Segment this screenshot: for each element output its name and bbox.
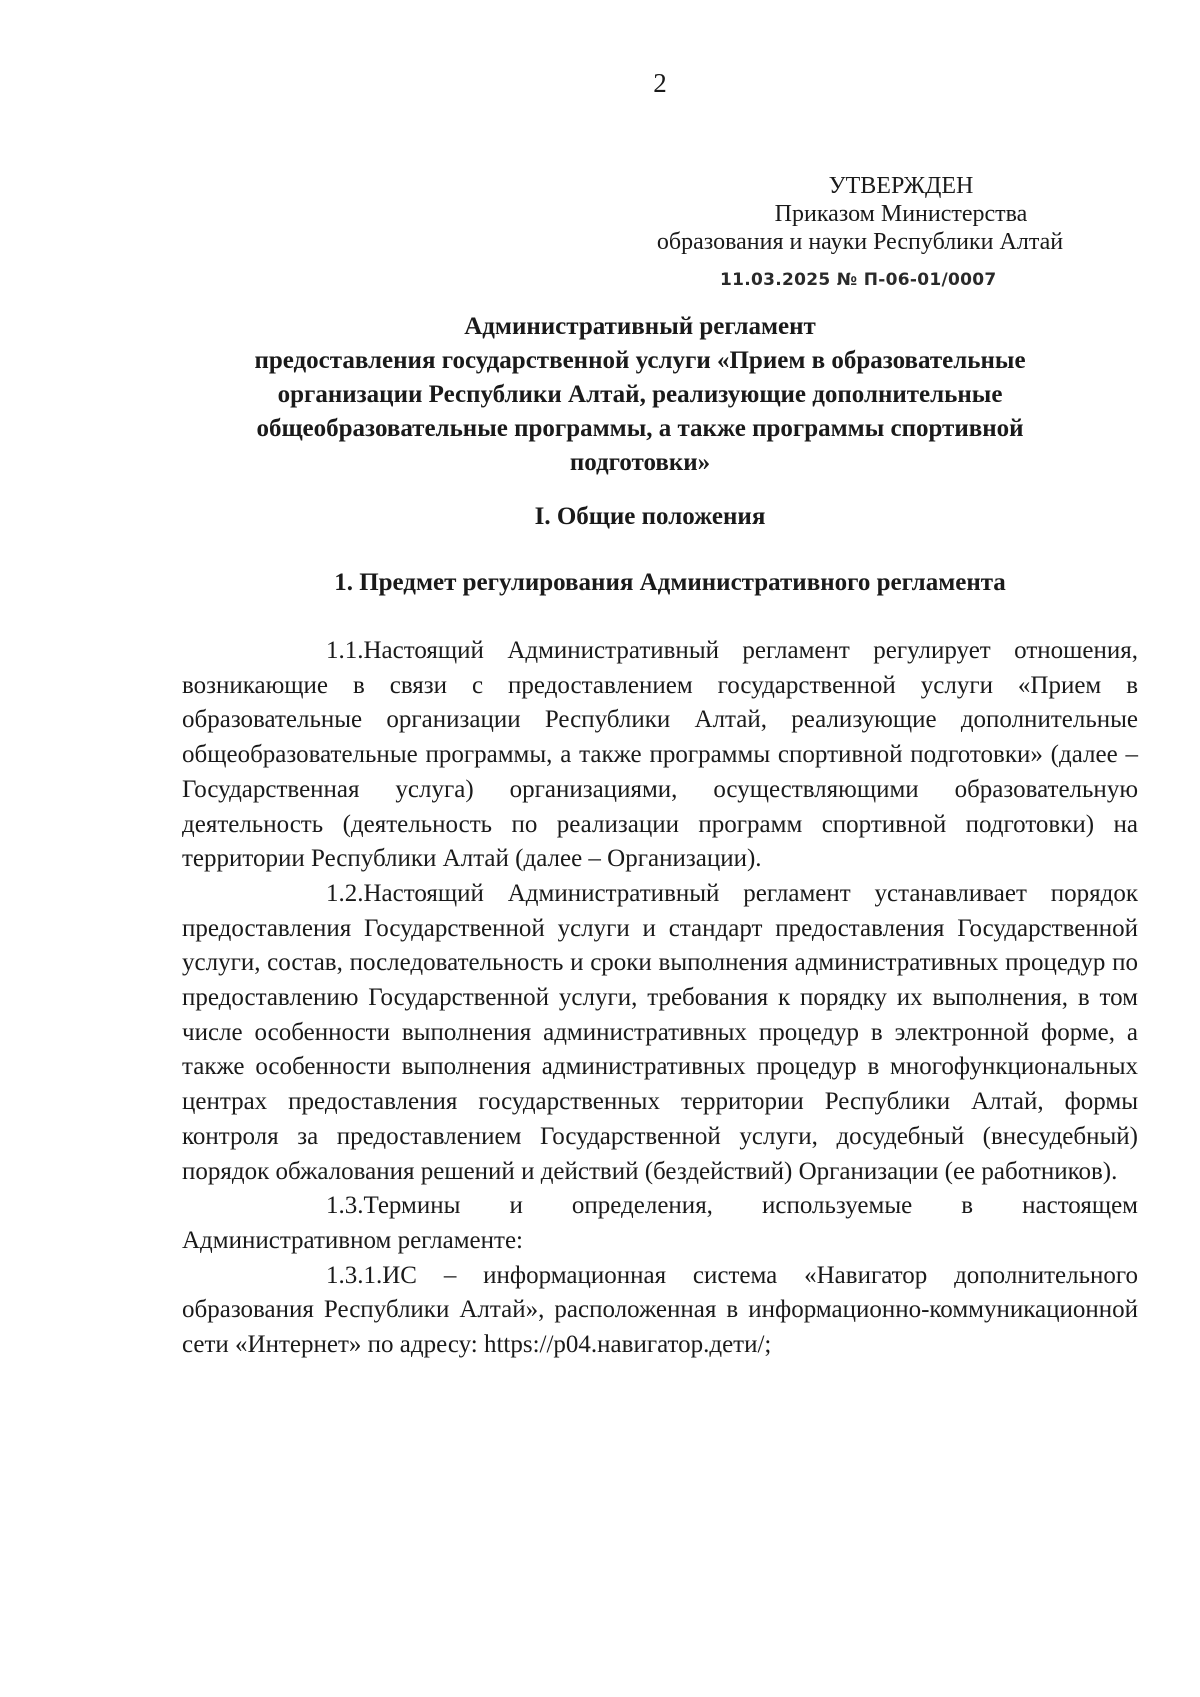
document-title xyxy=(200,310,1080,480)
paragraph-number: 1.3. xyxy=(326,1192,364,1220)
paragraph-1-3 xyxy=(182,1189,1138,1258)
approval-order-line1: Приказом Министерства xyxy=(774,201,1028,227)
paragraph-number: 1.3.1. xyxy=(326,1261,383,1289)
paragraph-text: Настоящий Административный регламент регулирует отношения, возникающие в связи с предоставлением государственной услуги «Прием в образовательные организации Республики Алтай, реализующие дополнительные общеобразовательные программы, а также программы спортивной подготовки» (далее – Государственная услуга) организациями, осуществляющими образовательную деятельность (деятельность по реализации программ спортивной подготовки) на территории Республики Алтай (далее – Организации). xyxy=(182,637,1138,873)
subsection-title: 1. Предмет регулирования Административного регламента xyxy=(334,569,1006,596)
document-title-line: подготовки» xyxy=(569,449,711,476)
approval-date-number-stamp: 11.03.2025 № П-06-01/0007 xyxy=(720,270,997,290)
document-title-line: Административный регламент xyxy=(464,313,816,340)
paragraph-1-2 xyxy=(182,877,1138,1189)
approval-heading: УТВЕРЖДЕН xyxy=(828,173,974,199)
paragraph-text: Термины и определения, используемые в настоящем Административном регламенте: xyxy=(182,1192,1138,1254)
paragraph-1-1 xyxy=(182,634,1138,877)
section-title: I. Общие положения xyxy=(534,503,766,530)
paragraph-number: 1.1. xyxy=(326,637,364,664)
paragraph-number: 1.2. xyxy=(326,879,364,907)
paragraph-1-3-1 xyxy=(182,1259,1138,1363)
paragraph-text: ИС – информационная система «Навигатор дополнительного образования Республики Алтай», расположенная в информационно-коммуникационной сети «Интернет» по адресу: https://р04.навигатор.дети/; xyxy=(182,1261,1138,1359)
paragraph-text: Настоящий Административный регламент устанавливает порядок предоставления Государственной услуги и стандарт предоставления Государственной услуги, состав, последовательность и сроки выполнения административных процедур по предоставлению Государственной услуги, требования к порядку их выполнения, в том числе особенности выполнения административных процедур в электронной форме, а также особенности выполнения административных процедур в многофункциональных центрах предоставления государственных территории Республики Алтай, формы контроля за предоставлением Государственной услуги, досудебный (внесудебный) порядок обжалования решений и действий (бездействий) Организации (ее работников). xyxy=(182,879,1138,1185)
approval-order-line2: образования и науки Республики Алтай xyxy=(656,229,1064,255)
document-title-line: предоставления государственной услуги «Прием в образовательные xyxy=(254,347,1026,374)
document-title-line: организации Республики Алтай, реализующие дополнительные xyxy=(277,381,1003,408)
approval-block xyxy=(600,172,1120,256)
page-number: 2 xyxy=(653,68,667,98)
document-title-line: общеобразовательные программы, а также программы спортивной xyxy=(256,415,1024,442)
body-text xyxy=(182,634,1138,1363)
